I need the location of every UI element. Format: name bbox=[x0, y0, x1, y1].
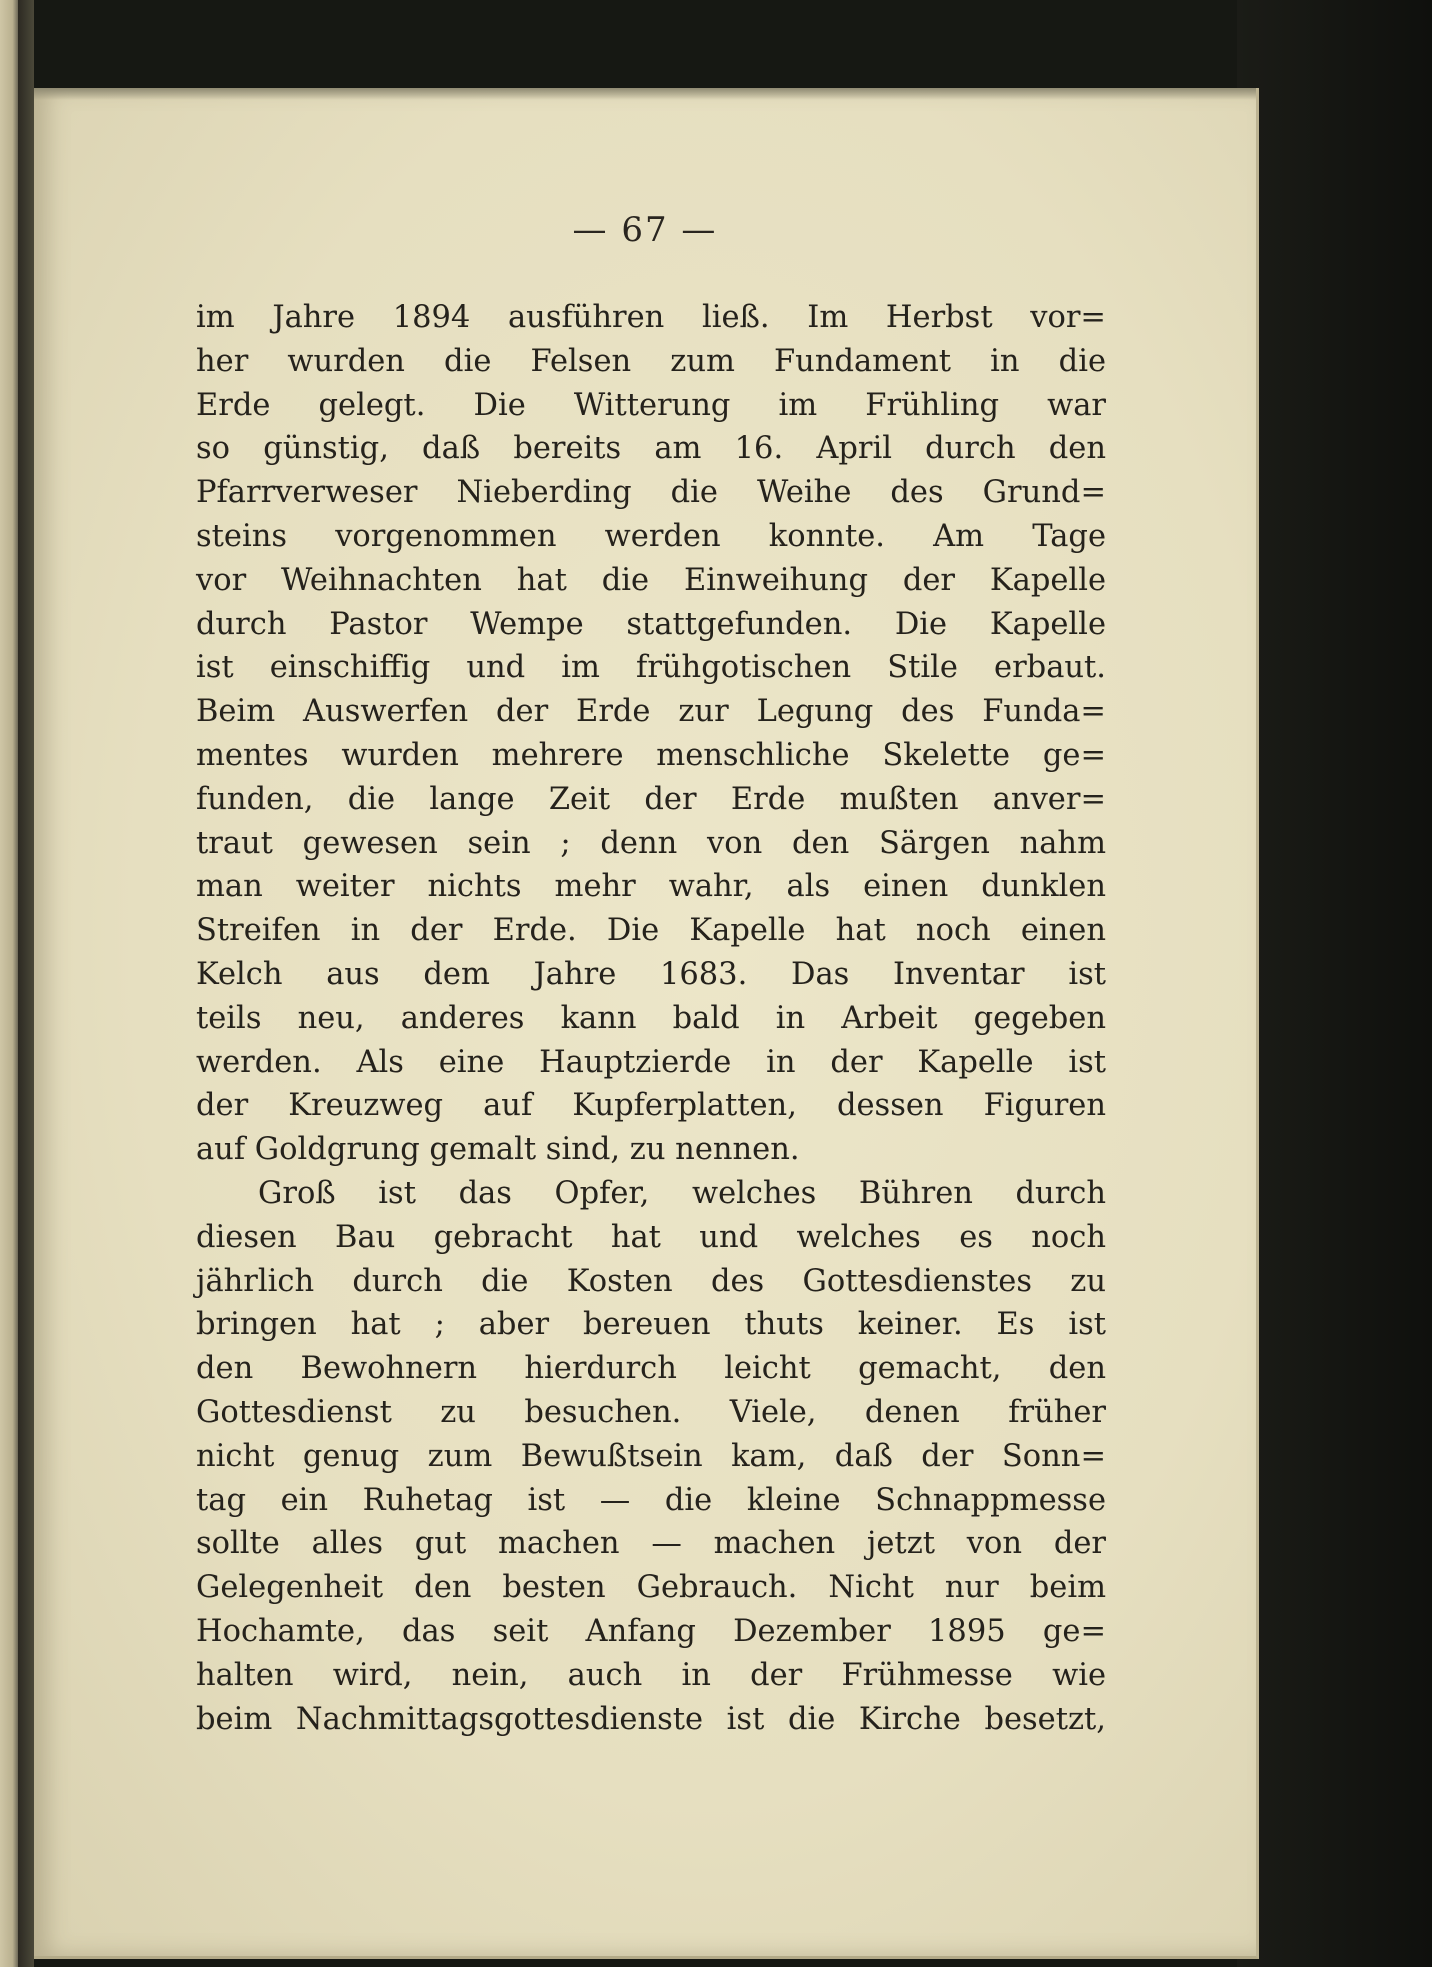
page-body-text bbox=[196, 296, 1106, 1741]
text-line: jährlich durch die Kosten des Gottesdienstes zu bbox=[196, 1263, 1106, 1299]
left-page-edge bbox=[0, 0, 18, 1967]
text-line: man weiter nichts mehr wahr, als einen dunklen bbox=[196, 869, 1106, 905]
text-line: mentes wurden mehrere menschliche Skelette ge= bbox=[196, 737, 1106, 773]
text-line: ist einschiffig und im frühgotischen Stile erbaut. bbox=[196, 650, 1106, 686]
text-line: tag ein Ruhetag ist — die kleine Schnappmesse bbox=[196, 1482, 1106, 1518]
text-line: bringen hat ; aber bereuen thuts keiner. Es ist bbox=[196, 1307, 1106, 1343]
text-line: teils neu, anderes kann bald in Arbeit gegeben bbox=[196, 1000, 1106, 1036]
text-line: traut gewesen sein ; denn von den Särgen nahm bbox=[196, 825, 1106, 861]
text-line: sollte alles gut machen — machen jetzt von der bbox=[196, 1526, 1106, 1562]
text-line: Erde gelegt. Die Witterung im Frühling war bbox=[196, 387, 1106, 423]
text-line: der Kreuzweg auf Kupferplatten, dessen Figuren bbox=[196, 1088, 1106, 1124]
text-line: beim Nachmittagsgottesdienste ist die Kirche besetzt, bbox=[196, 1701, 1106, 1737]
text-line: im Jahre 1894 ausführen ließ. Im Herbst vor= bbox=[196, 300, 1106, 335]
text-line: her wurden die Felsen zum Fundament in die bbox=[196, 343, 1106, 379]
text-line: halten wird, nein, auch in der Frühmesse wie bbox=[196, 1657, 1106, 1693]
text-line: werden. Als eine Hauptzierde in der Kapelle ist bbox=[196, 1044, 1106, 1080]
text-line: Beim Auswerfen der Erde zur Legung des Funda= bbox=[196, 694, 1106, 730]
text-line: den Bewohnern hierdurch leicht gemacht, den bbox=[196, 1351, 1106, 1387]
page-number: — 67 — bbox=[572, 210, 718, 250]
book-page bbox=[34, 88, 1259, 1959]
text-line: Gelegenheit den besten Gebrauch. Nicht nur beim bbox=[196, 1570, 1106, 1606]
text-line: funden, die lange Zeit der Erde mußten anver= bbox=[196, 781, 1106, 817]
text-line: Hochamte, das seit Anfang Dezember 1895 ge= bbox=[196, 1613, 1106, 1649]
text-line: Pfarrverweser Nieberding die Weihe des Grund= bbox=[196, 475, 1106, 511]
book-gutter bbox=[18, 0, 34, 1967]
text-line: steins vorgenommen werden konnte. Am Tage bbox=[196, 518, 1106, 554]
text-line: durch Pastor Wempe stattgefunden. Die Kapelle bbox=[196, 606, 1106, 642]
text-line: Gottesdienst zu besuchen. Viele, denen früher bbox=[196, 1394, 1106, 1430]
text-line: so günstig, daß bereits am 16. April durch den bbox=[196, 431, 1106, 467]
page-top-shadow bbox=[34, 88, 1256, 100]
text-line: Streifen in der Erde. Die Kapelle hat noch einen bbox=[196, 913, 1106, 949]
text-line: Kelch aus dem Jahre 1683. Das Inventar ist bbox=[196, 956, 1106, 992]
text-line: diesen Bau gebracht hat und welches es noch bbox=[196, 1219, 1106, 1255]
text-line: Groß ist das Opfer, welches Bühren durch bbox=[258, 1175, 1106, 1211]
text-line: vor Weihnachten hat die Einweihung der Kapelle bbox=[196, 562, 1106, 598]
book-cover-edge bbox=[1237, 0, 1432, 1967]
text-line: auf Goldgrung gemalt sind, zu nennen. bbox=[196, 1132, 800, 1168]
text-line: nicht genug zum Bewußtsein kam, daß der Sonn= bbox=[196, 1438, 1106, 1474]
